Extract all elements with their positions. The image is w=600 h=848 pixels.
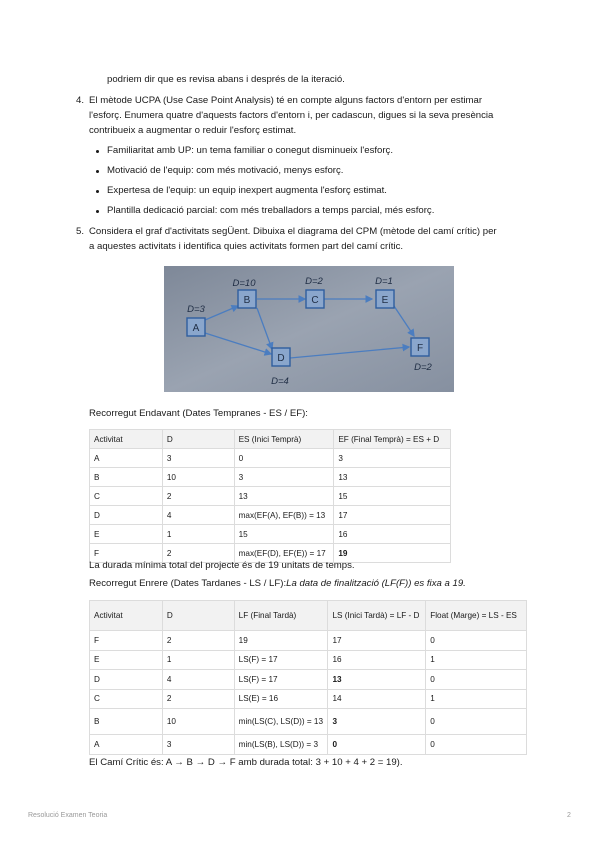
table-cell: 2: [162, 689, 234, 709]
table-cell: 13: [334, 468, 451, 487]
table-row: [90, 709, 527, 735]
table-cell: B: [90, 709, 163, 735]
table-row: [90, 506, 451, 525]
table-cell: 1: [162, 650, 234, 670]
table-cell: A: [90, 449, 163, 468]
forward-header-es: ES (Inici Temprà): [234, 430, 334, 449]
table-cell: max(EF(A), EF(B)) = 13: [234, 506, 334, 525]
node-d-duration: D=4: [271, 376, 289, 387]
table-cell: 10: [162, 709, 234, 735]
page-number: 2: [567, 812, 571, 819]
q4-bullet-1: Familiaritat amb UP: un tema familiar o conegut disminueix l'esforç.: [107, 145, 394, 156]
q5-line-1: Considera el graf d'activitats segÜent. Dibuixa el diagrama del CPM (mètode del camí crític) per: [89, 226, 497, 237]
table-cell: 16: [328, 650, 426, 670]
table-cell: 14: [328, 689, 426, 709]
backward-header-ls: LS (Inici Tardà) = LF - D: [328, 601, 426, 631]
q4-bullet-2: Motivació de l'equip: com més motivació, menys esforç.: [107, 165, 344, 176]
table-cell: min(LS(B), LS(D)) = 3: [234, 735, 328, 755]
table-cell: 15: [234, 525, 334, 544]
table-cell: 0: [234, 449, 334, 468]
table-cell: 17: [334, 506, 451, 525]
table-cell: LS(F) = 17: [234, 650, 328, 670]
table-cell: D: [90, 506, 163, 525]
q4-number: 4.: [76, 95, 85, 106]
table-row: [90, 735, 527, 755]
table-cell: 3: [234, 468, 334, 487]
node-c-label: C: [311, 295, 319, 306]
backward-header-d: D: [162, 601, 234, 631]
table-cell: 2: [162, 631, 234, 651]
table-cell: 10: [162, 468, 234, 487]
table-cell: max(EF(D), EF(E)) = 17: [234, 544, 334, 563]
table-row: [90, 487, 451, 506]
table-cell: 0: [426, 631, 527, 651]
forward-table: [89, 429, 451, 563]
backward-header-lf: LF (Final Tardà): [234, 601, 328, 631]
table-row: [90, 468, 451, 487]
table-cell: 3: [162, 449, 234, 468]
table-row: [90, 670, 527, 690]
backward-heading-plain: Recorregut Enrere (Dates Tardanes - LS / LF):: [89, 578, 287, 589]
table-cell: E: [90, 650, 163, 670]
forward-heading: Recorregut Endavant (Dates Tempranes - ES / EF):: [89, 408, 308, 419]
node-b-duration: D=10: [232, 278, 256, 289]
intro-line: podriem dir que es revisa abans i després de la iteració.: [107, 74, 345, 85]
activity-graph: [164, 266, 454, 392]
backward-header-activity: Activitat: [90, 601, 163, 631]
table-cell: 16: [334, 525, 451, 544]
critical-path-line: El Camí Crític és: A → B → D → F amb durada total: 3 + 10 + 4 + 2 = 19).: [89, 757, 403, 768]
table-row: [90, 449, 451, 468]
node-c-duration: D=2: [305, 276, 323, 287]
q4-bullet-4: Plantilla dedicació parcial: com més treballadors a temps parcial, més esforç.: [107, 205, 435, 216]
q4-line-1: El mètode UCPA (Use Case Point Analysis) té en compte alguns factors d'entorn per estimar: [89, 95, 483, 106]
table-row: [90, 650, 527, 670]
table-cell: 1: [426, 650, 527, 670]
q4-bullet-3: Expertesa de l'equip: un equip inexpert augmenta l'esforç estimat.: [107, 185, 387, 196]
table-cell: 15: [334, 487, 451, 506]
forward-header-activity: Activitat: [90, 430, 163, 449]
table-cell: B: [90, 468, 163, 487]
table-cell: 1: [162, 525, 234, 544]
q4-line-3: contribueix a augmentar o reduir l'esforç estimat.: [89, 125, 297, 136]
node-b-label: B: [243, 295, 251, 306]
table-cell: 0: [426, 735, 527, 755]
node-f-duration: D=2: [414, 362, 432, 373]
node-a-duration: D=3: [187, 304, 205, 315]
table-cell: min(LS(C), LS(D)) = 13: [234, 709, 328, 735]
table-cell: 3: [162, 735, 234, 755]
q4-line-2: l'esforç. Enumera quatre d'aquests factors d'entorn i, per cadascun, digues si la seva presència: [89, 110, 494, 121]
bullet-dot: [96, 170, 99, 173]
table-cell: 3: [328, 709, 426, 735]
node-f-label: F: [416, 343, 424, 354]
q5-number: 5.: [76, 226, 85, 237]
table-cell: 13: [234, 487, 334, 506]
table-cell: C: [90, 487, 163, 506]
backward-table: [89, 600, 527, 755]
node-d-label: D: [277, 353, 285, 364]
table-cell: 19: [334, 544, 451, 563]
backward-header-float: Float (Marge) = LS - ES: [426, 601, 527, 631]
table-row: [90, 525, 451, 544]
table-cell: 3: [334, 449, 451, 468]
table-cell: LS(F) = 17: [234, 670, 328, 690]
table-cell: E: [90, 525, 163, 544]
forward-header-ef: EF (Final Temprà) = ES + D: [334, 430, 451, 449]
table-cell: LS(E) = 16: [234, 689, 328, 709]
node-e-duration: D=1: [375, 276, 393, 287]
table-cell: D: [90, 670, 163, 690]
node-e-label: E: [381, 295, 389, 306]
table-cell: 0: [328, 735, 426, 755]
table-cell: 2: [162, 544, 234, 563]
table-cell: 19: [234, 631, 328, 651]
table-row: [90, 631, 527, 651]
table-cell: 17: [328, 631, 426, 651]
table-cell: 4: [162, 670, 234, 690]
duration-line: La durada mínima total del projecte és de 19 unitats de temps.: [89, 560, 355, 571]
bullet-dot: [96, 150, 99, 153]
bullet-dot: [96, 190, 99, 193]
table-cell: F: [90, 631, 163, 651]
node-a-label: A: [192, 323, 200, 334]
table-cell: A: [90, 735, 163, 755]
backward-heading-italic: La data de finalització (LF(F)) es fixa a 19.: [286, 578, 466, 589]
table-cell: 0: [426, 709, 527, 735]
bullet-dot: [96, 210, 99, 213]
table-cell: 4: [162, 506, 234, 525]
table-cell: F: [90, 544, 163, 563]
backward-heading: [89, 576, 466, 591]
table-cell: 2: [162, 487, 234, 506]
q5-line-2: a aquestes activitats i identifica quies activitats formen part del camí crític.: [89, 241, 404, 252]
footer-title: Resolució Examen Teoria: [28, 812, 108, 819]
table-cell: 0: [426, 670, 527, 690]
table-row: [90, 689, 527, 709]
table-cell: 1: [426, 689, 527, 709]
forward-header-d: D: [162, 430, 234, 449]
table-cell: 13: [328, 670, 426, 690]
table-cell: C: [90, 689, 163, 709]
activity-graph-photo: [164, 266, 454, 392]
